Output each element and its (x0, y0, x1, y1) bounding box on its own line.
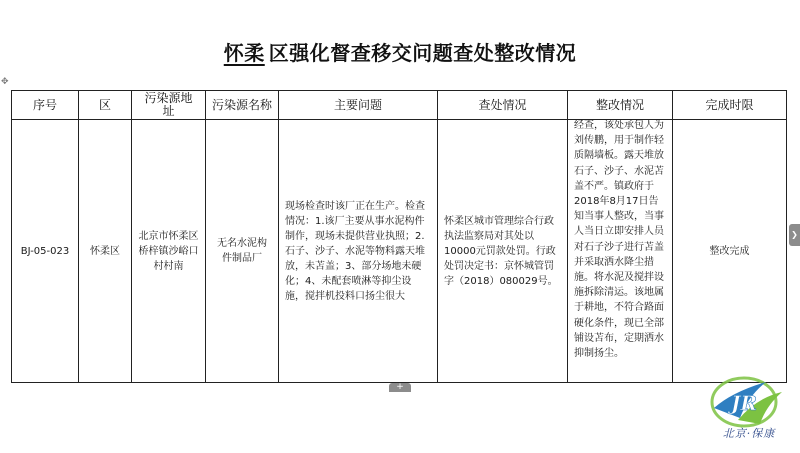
move-icon[interactable]: ✥ (1, 77, 9, 87)
cell-deadline (673, 120, 787, 383)
logo-caption: 北京·保康 (722, 427, 776, 440)
header-cell-address (132, 91, 206, 120)
cell-id-text: BJ-05-023 (20, 245, 70, 257)
report-table (11, 90, 787, 383)
header-address-text: 污染源地址 (144, 91, 193, 118)
cell-deadline-text: 整改完成 (709, 245, 750, 257)
cell-name-text: 无名水泥构件制品厂 (217, 238, 267, 264)
cell-name (206, 120, 279, 383)
cell-id (12, 120, 79, 383)
header-cell-problem: 主要问题 (279, 91, 438, 120)
remediation-wrap (568, 120, 672, 382)
header-name-text: 污染源名称 (212, 97, 273, 112)
header-cell-handling: 查处情况 (438, 91, 568, 120)
chevron-right-icon[interactable]: ❯ (789, 224, 800, 246)
plus-icon[interactable]: + (389, 383, 411, 392)
cell-address-text: 北京市怀柔区桥梓镇沙峪口村村南 (138, 230, 199, 272)
page-title (0, 37, 800, 66)
header-cell-remediation: 整改情况 (568, 91, 673, 120)
cell-problem (279, 120, 438, 383)
logo-letters: JR (730, 391, 758, 415)
title-text: 区强化督查移交问题查处整改情况 (268, 41, 577, 65)
cell-problem-text: 现场检查时该厂正在生产。检查情况：1.该厂主要从事水泥构件制作，现场未提供营业执照；2.石子、沙子、水泥等物料露天堆放，未苫盖；3、部分场地未硬化；4、未配套喷淋等抑尘设施，搅拌机投料口扬尘很大 (285, 200, 425, 302)
header-cell-district: 区 (79, 91, 132, 120)
cell-remediation-text: 经查，该处承包人为刘传鹏，用于制作轻质隔墙板。露天堆放石子、沙子、水泥苫盖不严。镇政府于2018年8月17日告知当事人整改，当事人当日立即安排人员对石子沙子进行苫盖并采取洒水降尘措施。将水泥及搅拌设施拆除清运。该地属于耕地，不符合路面硬化条件，现已全部铺设苫布，定期洒水抑制扬尘。 (574, 120, 664, 360)
cell-address (132, 120, 206, 383)
header-row (12, 91, 787, 120)
cell-district-text: 怀柔区 (90, 245, 120, 257)
cell-district (79, 120, 132, 383)
header-cell-name (206, 91, 279, 120)
header-cell-index: 序号 (12, 91, 79, 120)
cell-handling (438, 120, 568, 383)
cell-handling-text: 怀柔区城市管理综合行政执法监察局对其处以10000元罚款处罚。行政处罚决定书：京怀城管罚字（2018）080029号。 (444, 215, 558, 287)
title-district: 怀柔 (223, 41, 265, 65)
cell-remediation (568, 120, 673, 383)
table-row (12, 120, 787, 383)
header-cell-deadline: 完成时限 (673, 91, 787, 120)
